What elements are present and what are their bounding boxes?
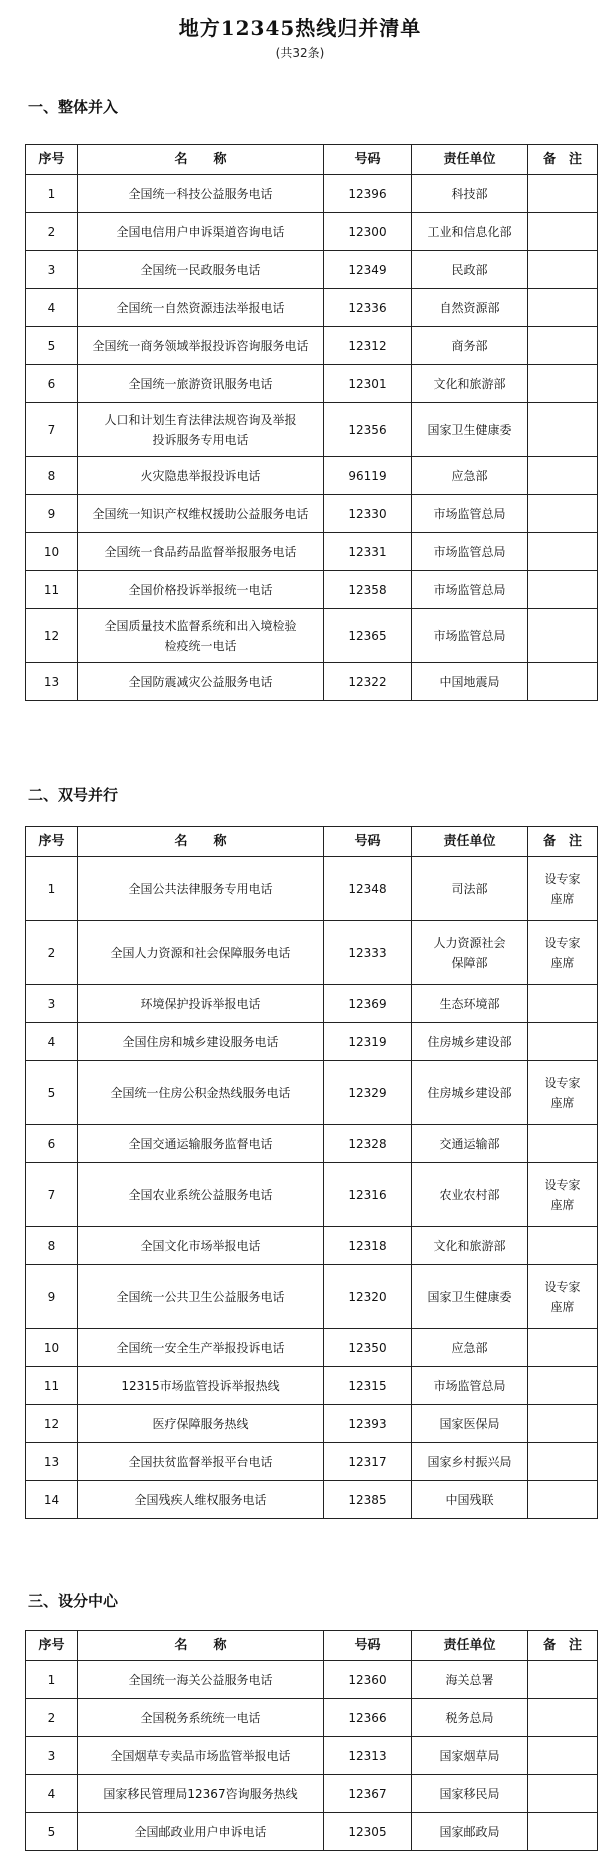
hotline-name: 全国统一自然资源违法举报电话 (78, 289, 324, 327)
remark (528, 403, 598, 457)
row-number: 12 (26, 609, 78, 663)
hotline-number: 12317 (324, 1443, 412, 1481)
row-number: 5 (26, 327, 78, 365)
hotline-number: 12336 (324, 289, 412, 327)
hotline-number: 12349 (324, 251, 412, 289)
remark (528, 609, 598, 663)
table-row (26, 1367, 598, 1405)
responsible-unit: 文化和旅游部 (412, 365, 528, 403)
responsible-unit: 市场监管总局 (412, 609, 528, 663)
hotline-name: 全国扶贫监督举报平台电话 (78, 1443, 324, 1481)
column-header-note: 备 注 (528, 145, 598, 175)
hotline-table (25, 826, 598, 1519)
table-row (26, 1163, 598, 1227)
remark (528, 1405, 598, 1443)
hotline-name: 火灾隐患举报投诉电话 (78, 457, 324, 495)
hotline-number: 12301 (324, 365, 412, 403)
page-title: 地方12345热线归并清单 (178, 16, 422, 40)
hotline-number: 12350 (324, 1329, 412, 1367)
responsible-unit: 国家移民局 (412, 1775, 528, 1813)
row-number: 1 (26, 857, 78, 921)
table-row (26, 365, 598, 403)
row-number: 13 (26, 663, 78, 701)
hotline-number: 12320 (324, 1265, 412, 1329)
hotline-number: 96119 (324, 457, 412, 495)
row-number: 7 (26, 1163, 78, 1227)
remark (528, 663, 598, 701)
remark (528, 1367, 598, 1405)
row-number: 11 (26, 571, 78, 609)
hotline-number: 12333 (324, 921, 412, 985)
page-subtitle: (共32条) (275, 46, 325, 60)
hotline-name: 全国统一食品药品监督举报服务电话 (78, 533, 324, 571)
responsible-unit: 住房城乡建设部 (412, 1061, 528, 1125)
hotline-name: 全国电信用户申诉渠道咨询电话 (78, 213, 324, 251)
remark (528, 175, 598, 213)
table-row (26, 175, 598, 213)
row-number: 4 (26, 1775, 78, 1813)
row-number: 1 (26, 1661, 78, 1699)
row-number: 13 (26, 1443, 78, 1481)
responsible-unit: 农业农村部 (412, 1163, 528, 1227)
remark: 设专家 座席 (528, 1265, 598, 1329)
responsible-unit: 生态环境部 (412, 985, 528, 1023)
table-row (26, 457, 598, 495)
responsible-unit: 科技部 (412, 175, 528, 213)
hotline-name: 全国住房和城乡建设服务电话 (78, 1023, 324, 1061)
hotline-name: 国家移民管理局12367咨询服务热线 (78, 1775, 324, 1813)
hotline-table (25, 144, 598, 701)
table-row (26, 1265, 598, 1329)
hotline-number: 12393 (324, 1405, 412, 1443)
remark (528, 1813, 598, 1851)
remark (528, 327, 598, 365)
row-number: 12 (26, 1405, 78, 1443)
remark: 设专家 座席 (528, 921, 598, 985)
hotline-name: 全国税务系统统一电话 (78, 1699, 324, 1737)
row-number: 6 (26, 1125, 78, 1163)
column-header-name: 名 称 (78, 145, 324, 175)
column-header-number: 号码 (324, 145, 412, 175)
row-number: 11 (26, 1367, 78, 1405)
column-header-number: 号码 (324, 1631, 412, 1661)
column-header-number: 号码 (324, 827, 412, 857)
responsible-unit: 中国残联 (412, 1481, 528, 1519)
remark (528, 1775, 598, 1813)
table-row (26, 985, 598, 1023)
table-row (26, 663, 598, 701)
row-number: 9 (26, 1265, 78, 1329)
responsible-unit: 市场监管总局 (412, 1367, 528, 1405)
hotline-number: 12328 (324, 1125, 412, 1163)
column-header-note: 备 注 (528, 1631, 598, 1661)
table-row (26, 327, 598, 365)
hotline-name: 全国统一安全生产举报投诉电话 (78, 1329, 324, 1367)
table-row (26, 857, 598, 921)
column-header-unit: 责任单位 (412, 1631, 528, 1661)
table-row (26, 1227, 598, 1265)
hotline-number: 12369 (324, 985, 412, 1023)
responsible-unit: 国家医保局 (412, 1405, 528, 1443)
responsible-unit: 市场监管总局 (412, 495, 528, 533)
remark (528, 495, 598, 533)
responsible-unit: 海关总署 (412, 1661, 528, 1699)
remark (528, 1661, 598, 1699)
hotline-name: 全国烟草专卖品市场监管举报电话 (78, 1737, 324, 1775)
column-header-name: 名 称 (78, 1631, 324, 1661)
section-heading: 一、整体并入 (28, 98, 119, 116)
row-number: 10 (26, 1329, 78, 1367)
hotline-number: 12348 (324, 857, 412, 921)
row-number: 5 (26, 1061, 78, 1125)
responsible-unit: 税务总局 (412, 1699, 528, 1737)
table-row (26, 213, 598, 251)
hotline-name: 全国残疾人维权服务电话 (78, 1481, 324, 1519)
column-header-no: 序号 (26, 1631, 78, 1661)
remark (528, 1481, 598, 1519)
hotline-number: 12312 (324, 327, 412, 365)
table-row (26, 251, 598, 289)
column-header-note: 备 注 (528, 827, 598, 857)
hotline-name: 全国公共法律服务专用电话 (78, 857, 324, 921)
hotline-number: 12385 (324, 1481, 412, 1519)
hotline-name: 医疗保障服务热线 (78, 1405, 324, 1443)
remark (528, 1443, 598, 1481)
remark (528, 1227, 598, 1265)
hotline-number: 12318 (324, 1227, 412, 1265)
hotline-number: 12305 (324, 1813, 412, 1851)
hotline-name: 12315市场监管投诉举报热线 (78, 1367, 324, 1405)
row-number: 2 (26, 1699, 78, 1737)
remark: 设专家 座席 (528, 1163, 598, 1227)
responsible-unit: 市场监管总局 (412, 533, 528, 571)
table-row (26, 1023, 598, 1061)
hotline-number: 12316 (324, 1163, 412, 1227)
column-header-unit: 责任单位 (412, 145, 528, 175)
table-row (26, 1737, 598, 1775)
table-row (26, 1481, 598, 1519)
table-row (26, 495, 598, 533)
header-row (26, 1631, 598, 1661)
table-row (26, 1813, 598, 1851)
row-number: 3 (26, 1737, 78, 1775)
column-header-no: 序号 (26, 827, 78, 857)
hotline-name: 人口和计划生育法律法规咨询及举报 投诉服务专用电话 (78, 403, 324, 457)
hotline-name: 全国人力资源和社会保障服务电话 (78, 921, 324, 985)
hotline-number: 12330 (324, 495, 412, 533)
table-row (26, 403, 598, 457)
hotline-name: 全国统一商务领域举报投诉咨询服务电话 (78, 327, 324, 365)
table-row (26, 289, 598, 327)
hotline-table (25, 1630, 598, 1851)
responsible-unit: 文化和旅游部 (412, 1227, 528, 1265)
responsible-unit: 民政部 (412, 251, 528, 289)
hotline-number: 12396 (324, 175, 412, 213)
remark: 设专家 座席 (528, 1061, 598, 1125)
table-row (26, 921, 598, 985)
hotline-name: 全国交通运输服务监督电话 (78, 1125, 324, 1163)
remark: 设专家 座席 (528, 857, 598, 921)
hotline-name: 全国统一科技公益服务电话 (78, 175, 324, 213)
column-header-no: 序号 (26, 145, 78, 175)
remark (528, 251, 598, 289)
hotline-number: 12365 (324, 609, 412, 663)
responsible-unit: 市场监管总局 (412, 571, 528, 609)
hotline-number: 12358 (324, 571, 412, 609)
responsible-unit: 国家乡村振兴局 (412, 1443, 528, 1481)
row-number: 2 (26, 213, 78, 251)
table-row (26, 571, 598, 609)
table-row (26, 1699, 598, 1737)
hotline-name: 全国邮政业用户申诉电话 (78, 1813, 324, 1851)
responsible-unit: 国家烟草局 (412, 1737, 528, 1775)
hotline-number: 12367 (324, 1775, 412, 1813)
row-number: 9 (26, 495, 78, 533)
responsible-unit: 司法部 (412, 857, 528, 921)
header-row (26, 827, 598, 857)
hotline-number: 12319 (324, 1023, 412, 1061)
column-header-unit: 责任单位 (412, 827, 528, 857)
responsible-unit: 国家邮政局 (412, 1813, 528, 1851)
table-row (26, 1443, 598, 1481)
responsible-unit: 中国地震局 (412, 663, 528, 701)
table-row (26, 1061, 598, 1125)
responsible-unit: 国家卫生健康委 (412, 403, 528, 457)
hotline-number: 12366 (324, 1699, 412, 1737)
row-number: 8 (26, 457, 78, 495)
table-row (26, 1775, 598, 1813)
header-row (26, 145, 598, 175)
row-number: 10 (26, 533, 78, 571)
table-row (26, 1329, 598, 1367)
remark (528, 1699, 598, 1737)
remark (528, 1125, 598, 1163)
table-row (26, 1661, 598, 1699)
responsible-unit: 应急部 (412, 457, 528, 495)
hotline-name: 全国统一公共卫生公益服务电话 (78, 1265, 324, 1329)
responsible-unit: 商务部 (412, 327, 528, 365)
responsible-unit: 自然资源部 (412, 289, 528, 327)
table-row (26, 533, 598, 571)
hotline-number: 12322 (324, 663, 412, 701)
hotline-number: 12331 (324, 533, 412, 571)
row-number: 3 (26, 985, 78, 1023)
remark (528, 213, 598, 251)
row-number: 8 (26, 1227, 78, 1265)
responsible-unit: 应急部 (412, 1329, 528, 1367)
hotline-name: 全国统一住房公积金热线服务电话 (78, 1061, 324, 1125)
remark (528, 571, 598, 609)
hotline-name: 全国统一民政服务电话 (78, 251, 324, 289)
hotline-name: 全国防震减灾公益服务电话 (78, 663, 324, 701)
hotline-name: 全国价格投诉举报统一电话 (78, 571, 324, 609)
remark (528, 1737, 598, 1775)
row-number: 4 (26, 1023, 78, 1061)
hotline-name: 全国统一海关公益服务电话 (78, 1661, 324, 1699)
hotline-name: 全国农业系统公益服务电话 (78, 1163, 324, 1227)
hotline-number: 12313 (324, 1737, 412, 1775)
hotline-name: 全国质量技术监督系统和出入境检验 检疫统一电话 (78, 609, 324, 663)
hotline-name: 全国文化市场举报电话 (78, 1227, 324, 1265)
hotline-name: 全国统一旅游资讯服务电话 (78, 365, 324, 403)
section-heading: 二、双号并行 (28, 786, 119, 804)
hotline-number: 12360 (324, 1661, 412, 1699)
remark (528, 365, 598, 403)
remark (528, 1329, 598, 1367)
remark (528, 457, 598, 495)
table-row (26, 609, 598, 663)
responsible-unit: 住房城乡建设部 (412, 1023, 528, 1061)
hotline-name: 环境保护投诉举报电话 (78, 985, 324, 1023)
remark (528, 533, 598, 571)
row-number: 1 (26, 175, 78, 213)
hotline-number: 12329 (324, 1061, 412, 1125)
column-header-name: 名 称 (78, 827, 324, 857)
row-number: 14 (26, 1481, 78, 1519)
table-row (26, 1125, 598, 1163)
row-number: 4 (26, 289, 78, 327)
hotline-name: 全国统一知识产权维权援助公益服务电话 (78, 495, 324, 533)
hotline-number: 12300 (324, 213, 412, 251)
responsible-unit: 人力资源社会 保障部 (412, 921, 528, 985)
row-number: 2 (26, 921, 78, 985)
hotline-number: 12356 (324, 403, 412, 457)
responsible-unit: 国家卫生健康委 (412, 1265, 528, 1329)
remark (528, 985, 598, 1023)
row-number: 7 (26, 403, 78, 457)
responsible-unit: 交通运输部 (412, 1125, 528, 1163)
responsible-unit: 工业和信息化部 (412, 213, 528, 251)
row-number: 5 (26, 1813, 78, 1851)
row-number: 3 (26, 251, 78, 289)
hotline-number: 12315 (324, 1367, 412, 1405)
remark (528, 1023, 598, 1061)
table-row (26, 1405, 598, 1443)
section-heading: 三、设分中心 (28, 1592, 119, 1610)
remark (528, 289, 598, 327)
row-number: 6 (26, 365, 78, 403)
